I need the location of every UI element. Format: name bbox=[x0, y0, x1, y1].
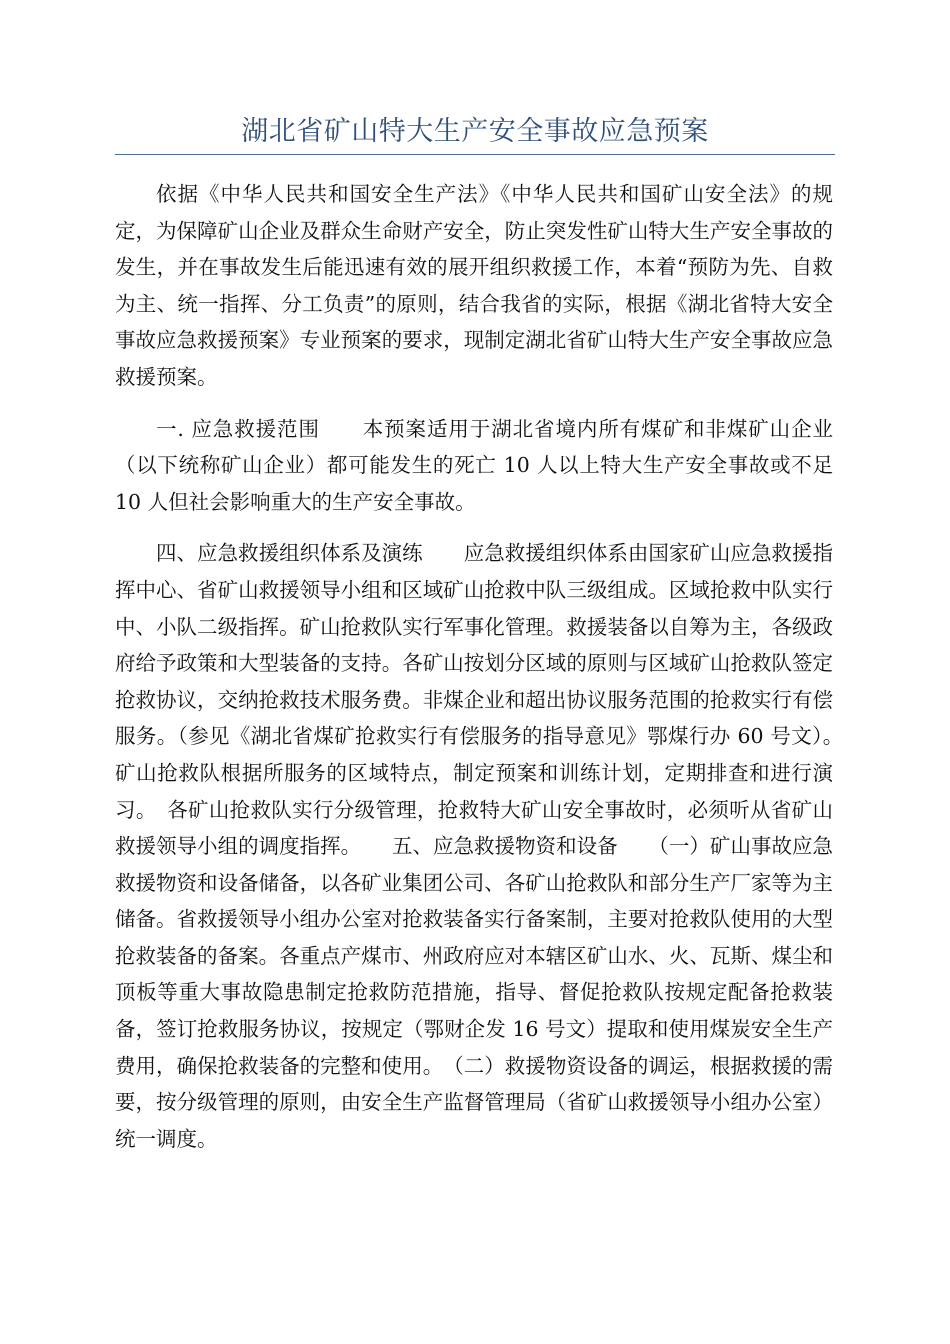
paragraph-organization: 四、应急救援组织体系及演练 应急救援组织体系由国家矿山应急救援指挥中心、省矿山救援领导小组和区域矿山抢救中队三级组成。区域抢救中队实行中、小队二级指挥。矿山抢救队实行军事化管理。救援装备以自筹为主，各级政府给予政策和大型装备的支持。各矿山按划分区域的原则与区域矿山抢救队签定抢救协议，交纳抢救技术服务费。非煤企业和超出协议服务范围的抢救实行有偿服务。（参见《湖北省煤矿抢救实行有偿服务的指导意见》鄂煤行办 60 号文）。 矿山抢救队根据所服务的区域特点，制定预案和训练计划，定期排查和进行演习。 各矿山抢救队实行分级管理，抢救特大矿山安全事故时，必须听从省矿山救援领导小组的调度指挥。 五、应急救援物资和设备 （一）矿山事故应急救援物资和设备储备，以各矿业集团公司、各矿山抢救队和部分生产厂家等为主储备。省救援领导小组办公室对抢救装备实行备案制，主要对抢救队使用的大型抢救装备的备案。各重点产煤市、州政府应对本辖区矿山水、火、瓦斯、煤尘和顶板等重大事故隐患制定抢救防范措施，指导、督促抢救队按规定配备抢救装备，签订抢救服务协议，按规定（鄂财企发 16 号文）提取和使用煤炭安全生产费用，确保抢救装备的完整和使用。 （二）救援物资设备的调运，根据救援的需要，按分级管理的原则，由安全生产监督管理局（省矿山救援领导小组办公室）统一调度。 bbox=[115, 541, 854, 1151]
title-underline bbox=[115, 154, 835, 155]
paragraph-scope: 一. 应急救援范围 本预案适用于湖北省境内所有煤矿和非煤矿山企业（以下统称矿山企业）都可能发生的死亡 10 人以上特大生产安全事故或不足 10 人但社会影响重大的生产安全事故。 bbox=[115, 416, 833, 514]
paragraph-intro: 依据《中华人民共和国安全生产法》《中华人民共和国矿山安全法》的规定，为保障矿山企业及群众生命财产安全，防止突发性矿山特大生产安全事故的发生，并在事故发生后能迅速有效的展开组织救援工作，本着“预防为先、自救为主、统一指挥、分工负责”的原则，结合我省的实际，根据《湖北省特大安全事故应急救援预案》专业预案的要求，现制定湖北省矿山特大生产安全事故应急救援预案。 bbox=[115, 182, 833, 389]
document-body bbox=[115, 176, 854, 1172]
document-title: 湖北省矿山特大生产安全事故应急预案 bbox=[241, 116, 709, 147]
